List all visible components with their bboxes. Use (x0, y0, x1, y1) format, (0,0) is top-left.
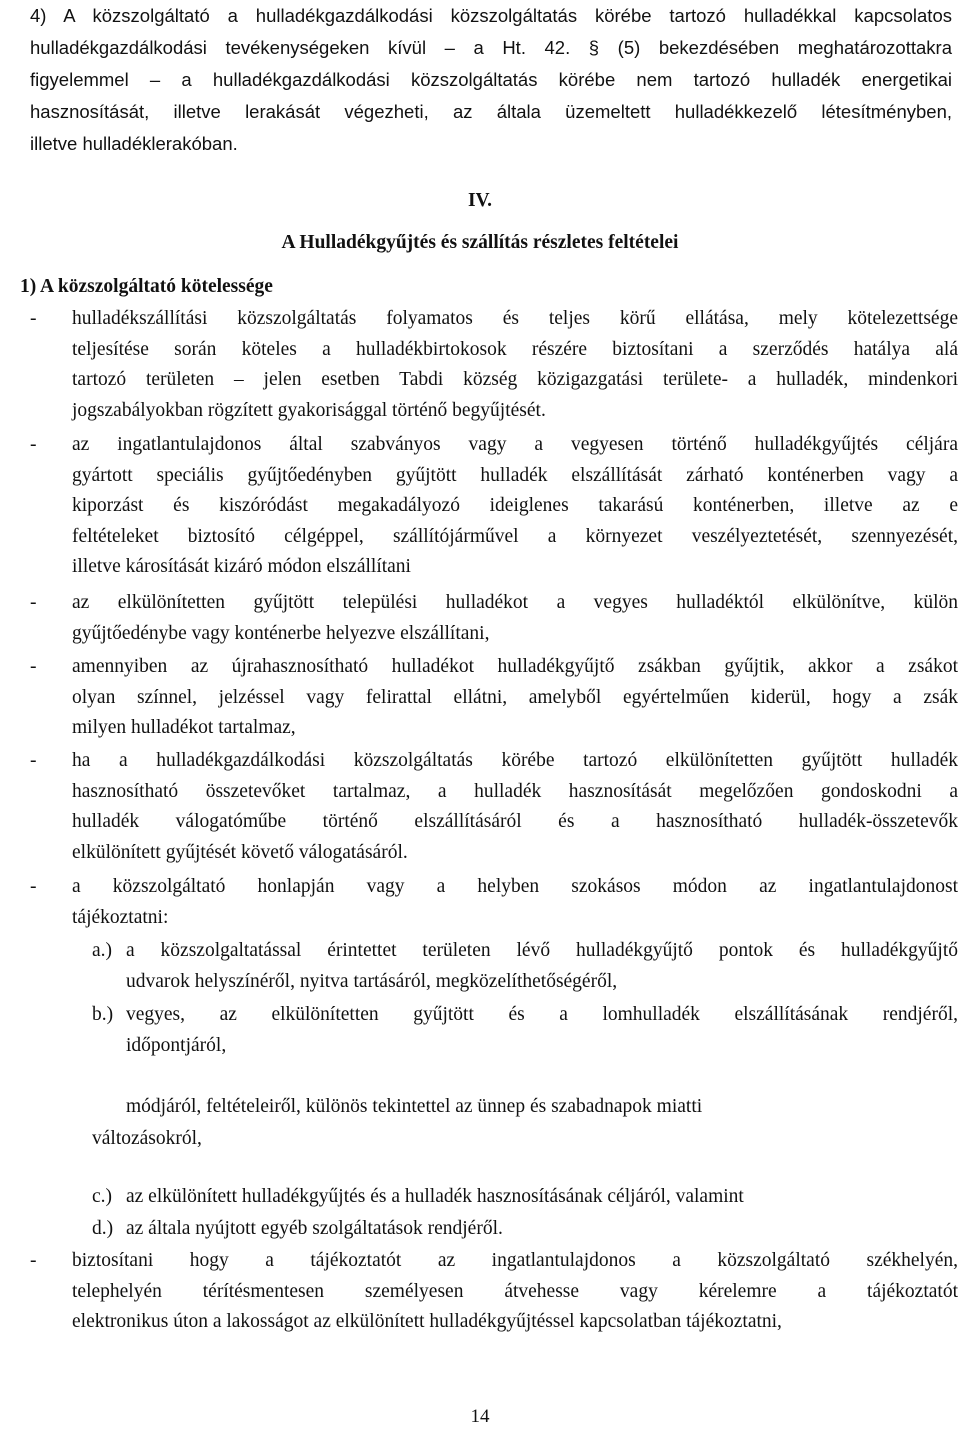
dash-marker: - (30, 434, 37, 455)
text-line: olyan színnel, jelzéssel vagy felirattal ellátni, amelyből egyértelműen kiderül, hogy a zsák (72, 686, 958, 708)
text-line: telephelyén térítésmentesen személyesen átvehesse vagy kérelemre a tájékoztatót (72, 1280, 958, 1302)
dash-marker: - (30, 750, 37, 771)
text-line: elkülönített gyűjtését követő válogatásáról. (72, 841, 408, 863)
text-line: az elkülönített hulladékgyűjtés és a hulladék hasznosításának céljáról, valamint (126, 1186, 744, 1207)
text-line: tartozó területen – jelen esetben Tabdi község közigazgatási területe- a hulladék, mindenkori (72, 369, 958, 391)
text-line: ha a hulladékgazdálkodási közszolgáltatás körébe tartozó elkülönítetten gyűjtött hulladék (72, 750, 958, 771)
text-line: az általa nyújtott egyéb szolgáltatások rendjéről. (126, 1218, 503, 1239)
text-line: időpontjáról, (126, 1034, 227, 1056)
text-line: milyen hulladékot tartalmaz, (72, 717, 296, 739)
text-line: figyelemmel – a hulladékgazdálkodási közszolgáltatás körébe nem tartozó hulladék energetikai (30, 69, 952, 90)
continuation-line: változásokról, (92, 1128, 202, 1149)
text-line: udvarok helyszínéről, nyitva tartásáról, megközelíthetőségéről, (126, 970, 618, 992)
dash-marker: - (30, 308, 37, 329)
sub-marker: a.) (92, 940, 113, 961)
dash-marker: - (30, 1250, 37, 1271)
text-line: hulladékgazdálkodási tevékenységeken kívül – a Ht. 42. § (5) bekezdésében meghatározottakra (30, 37, 952, 58)
text-line: elektronikus úton a lakosságot az elkülönített hulladékgyűjtéssel kapcsolatban tájékoztatni, (72, 1311, 782, 1333)
text-line: teljesítése során köteles a hulladékbirtokosok részére biztosítani a szerződés hatálya alá (72, 338, 958, 360)
text-line: hasznosítható összetevőket tartalmaz, a hulladék hasznosítását megelőzően gondoskodni a (72, 780, 958, 802)
page-number: 14 (470, 1406, 490, 1427)
text-line: 4) A közszolgáltató a hulladékgazdálkodási közszolgáltatás körébe tartozó hulladékkal kapcsolatos (30, 5, 952, 26)
continuation-line: módjáról, feltételeiről, különös tekintettel az ünnep és szabadnapok miatti (126, 1096, 703, 1117)
text-line: gyűjtőedénybe vagy konténerbe helyezve elszállítani, (72, 622, 490, 644)
sub-marker: d.) (92, 1218, 114, 1239)
dash-marker: - (30, 876, 37, 897)
text-line: vegyes, az elkülönítetten gyűjtött és a lomhulladék elszállításának rendjéről, (126, 1004, 958, 1025)
text-line: hulladékszállítási közszolgáltatás folyamatos és teljes körű ellátása, mely kötelezettsége (72, 308, 958, 329)
text-line: feltételeket biztosító célgéppel, szállítójárművel a környezet veszélyeztetését, szennyezését, (72, 525, 958, 547)
text-line: hulladék válogatóműbe történő elszállításáról és a hasznosítható hulladék-összetevők (72, 811, 958, 833)
sub-marker: b.) (92, 1004, 114, 1025)
section-number: IV. (467, 190, 493, 211)
text-line: illetve hulladéklerakóban. (30, 133, 238, 154)
subheading: 1) A közszolgáltató kötelessége (20, 276, 273, 297)
section-title: A Hulladékgyűjtés és szállítás részletes feltételei (281, 232, 679, 253)
text-line: az ingatlantulajdonos által szabványos vagy a vegyesen történő hulladékgyűjtés céljára (72, 434, 958, 455)
text-line: jogszabályokban rögzített gyakorisággal történő begyűjtését. (72, 399, 546, 421)
paragraph-4 (30, 0, 952, 160)
text-line: tájékoztatni: (72, 906, 169, 928)
sub-marker: c.) (92, 1186, 113, 1207)
text-line: kiporzást és kiszóródást megakadályozó ideiglenes takarású konténerben, illetve az e (72, 495, 958, 517)
text-line: az elkülönítetten gyűjtött települési hulladékot a vegyes hulladéktól elkülönítve, külön (72, 592, 958, 613)
text-line: amennyiben az újrahasznosítható hulladékot hulladékgyűjtő zsákban gyűjtik, akkor a zsákot (72, 656, 958, 677)
text-line: illetve károsítását kizáró módon elszállítani (72, 556, 411, 578)
dash-marker: - (30, 592, 37, 613)
text-line: biztosítani hogy a tájékoztatót az ingatlantulajdonos a közszolgáltató székhelyén, (72, 1250, 958, 1271)
text-line: a közszolgaltatással érintettet területen lévő hulladékgyűjtő pontok és hulladékgyűjtő (126, 940, 958, 961)
dash-marker: - (30, 656, 37, 677)
text-line: a közszolgáltató honlapján vagy a helyben szokásos módon az ingatlantulajdonost (72, 876, 958, 897)
text-line: hasznosítását, illetve lerakását végezheti, az általa üzemeltett hulladékkezelő létesítményben, (30, 101, 952, 122)
text-line: gyártott speciális gyűjtőedényben gyűjtött hulladék elszállítását zárható konténerben vagy a (72, 464, 958, 486)
